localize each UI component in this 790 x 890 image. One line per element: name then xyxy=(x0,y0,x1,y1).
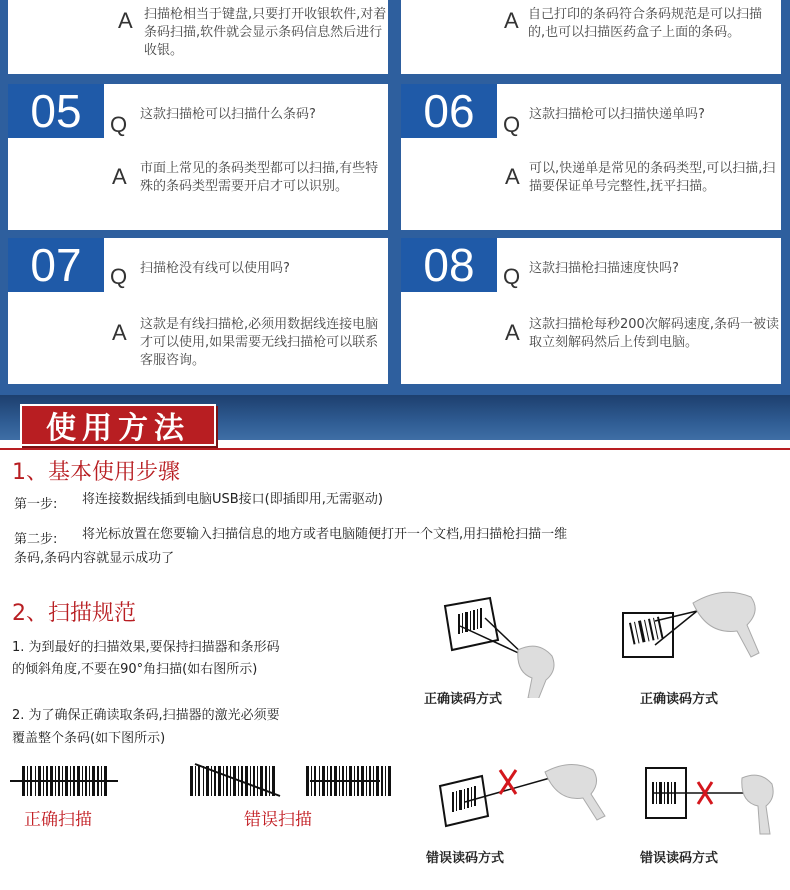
faq-answer: 市面上常见的条码类型都可以扫描,有些特殊的条码类型需要开启才可以识别。 xyxy=(140,161,379,194)
faq-number-badge: 05 xyxy=(8,84,104,138)
answer-mark: A xyxy=(112,320,127,345)
faq-card-06 xyxy=(401,84,781,230)
rule-2-line-1: 2. 为了确保正确读取条码,扫描器的激光必须要 xyxy=(12,708,280,723)
step-2-label: 第二步: xyxy=(14,532,58,547)
question-mark: Q xyxy=(110,112,128,137)
faq-number-badge: 08 xyxy=(401,238,497,292)
question-mark: Q xyxy=(503,112,521,137)
step-2-text-line-1: 将光标放置在您要输入扫描信息的地方或者电脑随便打开一个文档,用扫描枪扫描一维 xyxy=(82,527,568,542)
question-mark: Q xyxy=(110,264,128,289)
barcode-wrong-2 xyxy=(306,766,391,796)
correct-method-label-1: 正确读码方式 xyxy=(424,692,503,707)
wrong-scan-label: 错误扫描 xyxy=(244,810,312,830)
faq-number-badge: 07 xyxy=(8,238,104,292)
step-1-label: 第一步: xyxy=(14,497,58,512)
wrong-method-illustration-2 xyxy=(638,760,788,840)
answer-mark: A xyxy=(505,320,520,345)
question-mark: Q xyxy=(503,264,521,289)
step-2-text-line-2: 条码,条码内容就显示成功了 xyxy=(14,551,175,566)
scan-example-barcodes xyxy=(0,756,420,806)
barcode-wrong-1 xyxy=(190,764,280,796)
faq-card-08 xyxy=(401,238,781,384)
section-2-heading: 2、扫描规范 xyxy=(12,601,136,626)
step-1-text: 将连接数据线插到电脑USB接口(即插即用,无需驱动) xyxy=(82,492,383,507)
faq-answer: 可以,快递单是常见的条码类型,可以扫描,扫描要保证单号完整性,抚平扫描。 xyxy=(529,161,776,194)
faq-question: 扫描枪没有线可以使用吗? xyxy=(140,261,290,276)
faq-question: 这款扫描枪扫描速度快吗? xyxy=(529,261,679,276)
faq-card-1 xyxy=(8,0,388,74)
faq-card-05 xyxy=(8,84,388,230)
correct-scan-label: 正确扫描 xyxy=(24,810,92,830)
barcode-correct xyxy=(10,766,118,796)
wrong-method-label-1: 错误读码方式 xyxy=(426,851,505,866)
faq-number-badge: 06 xyxy=(401,84,497,138)
faq-question: 这款扫描枪可以扫描快递单吗? xyxy=(529,107,705,122)
section-1-heading: 1、基本使用步骤 xyxy=(12,460,180,485)
answer-mark: A xyxy=(112,164,127,189)
answer-mark: A xyxy=(505,164,520,189)
answer-mark: A xyxy=(504,8,519,33)
correct-method-illustration-2 xyxy=(615,585,790,675)
rule-1-line-2: 的倾斜角度,不要在90°角扫描(如右图所示) xyxy=(12,662,258,677)
wrong-method-illustration-1 xyxy=(430,760,620,840)
divider xyxy=(0,448,790,450)
wrong-method-label-2: 错误读码方式 xyxy=(640,851,719,866)
faq-answer: 扫描枪相当于键盘,只要打开收银软件,对着条码扫描,软件就会显示条码信息然后进行收银。 xyxy=(144,7,387,58)
faq-card-2 xyxy=(401,0,781,74)
rule-2-line-2: 覆盖整个条码(如下图所示) xyxy=(12,731,166,746)
correct-method-illustration-1 xyxy=(430,588,580,698)
faq-section xyxy=(0,0,790,395)
rule-1-line-1: 1. 为到最好的扫描效果,要保持扫描器和条形码 xyxy=(12,640,280,655)
faq-answer: 这款扫描枪每秒200次解码速度,条码一被读取立刻解码然后上传到电脑。 xyxy=(529,317,779,350)
faq-answer: 自己打印的条码符合条码规范是可以扫描的,也可以扫描医药盒子上面的条码。 xyxy=(528,7,763,40)
faq-card-07 xyxy=(8,238,388,384)
answer-mark: A xyxy=(118,8,133,33)
faq-answer: 这款是有线扫描枪,必须用数据线连接电脑才可以使用,如果需要无线扫描枪可以联系客服咨询。 xyxy=(140,317,379,368)
faq-question: 这款扫描枪可以扫描什么条码? xyxy=(140,107,316,122)
correct-method-label-2: 正确读码方式 xyxy=(640,692,719,707)
usage-title: 使用方法 xyxy=(20,404,216,446)
